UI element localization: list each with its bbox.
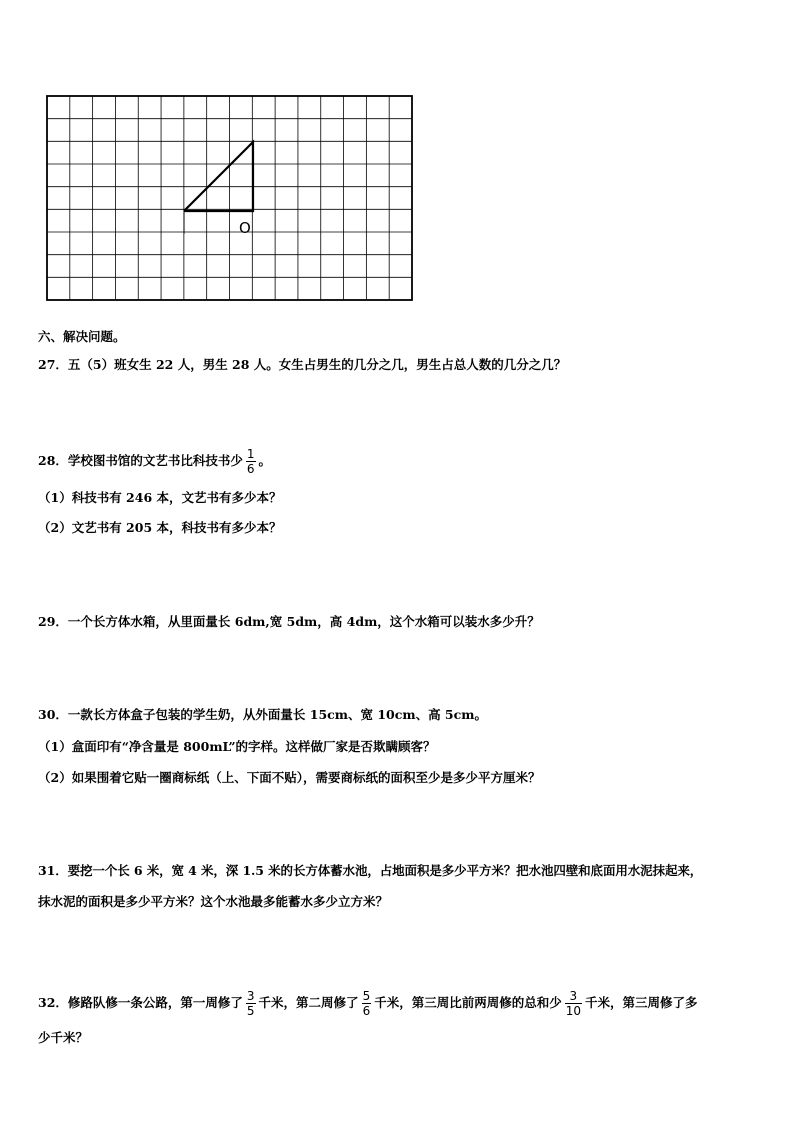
grid-diagram [46,95,414,303]
section-title: 六、解决问题。 [38,329,126,344]
q32-part3: 千米，第三周比前两周修的总和少 [374,995,562,1010]
question-32-line2: 少千米？ [38,1030,89,1045]
q28-text-after: 。 [258,453,272,468]
q28-text-before: 28．学校图书馆的文艺书比科技书少 [38,453,243,468]
grid-lines [47,96,412,300]
fraction-one-sixth: $\frac{1}{6}$ [246,447,255,476]
question-30-stem: 30．一款长方体盒子包装的学生奶，从外面量长 15cm、宽 10cm、高 5cm。 [38,707,487,722]
question-30-sub2: （2）如果围着它贴一圈商标纸（上、下面不贴），需要商标纸的面积至少是多少平方厘米？ [38,770,541,785]
question-29: 29．一个长方体水箱，从里面量长 6dm,宽 5dm，高 4dm，这个水箱可以装水多少升？ [38,614,540,629]
q32-part2: 千米，第二周修了 [258,995,359,1010]
question-28-sub1: （1）科技书有 246 本，文艺书有多少本？ [38,490,282,505]
question-32-line1 [38,986,698,1020]
question-28-stem [38,446,271,476]
question-30-sub1: （1）盒面印有“净含量是 800mL”的字样。这样做厂家是否欺瞒顾客？ [38,739,436,754]
fraction-five-sixths: $\frac{5}{6}$ [362,989,371,1018]
question-31-line2: 抹水泥的面积是多少平方米？这个水池最多能蓄水多少立方米？ [38,894,389,909]
fraction-three-fifths: $\frac{3}{5}$ [246,989,255,1018]
question-27: 27．五（5）班女生 22 人，男生 28 人。女生占男生的几分之几，男生占总人数的几分之几？ [38,357,567,372]
q32-part4: 千米，第三周修了多 [585,995,698,1010]
question-31-line1: 31．要挖一个长 6 米，宽 4 米，深 1.5 米的长方体蓄水池，占地面积是多少平方米？把水池四壁和底面用水泥抹起来， [38,863,703,878]
triangle-shape [184,142,253,211]
q32-part1: 32．修路队修一条公路，第一周修了 [38,995,243,1010]
point-o-label: O [239,219,251,237]
question-28-sub2: （2）文艺书有 205 本，科技书有多少本？ [38,520,282,535]
fraction-three-tenths: $\frac{3}{10}$ [565,989,581,1018]
